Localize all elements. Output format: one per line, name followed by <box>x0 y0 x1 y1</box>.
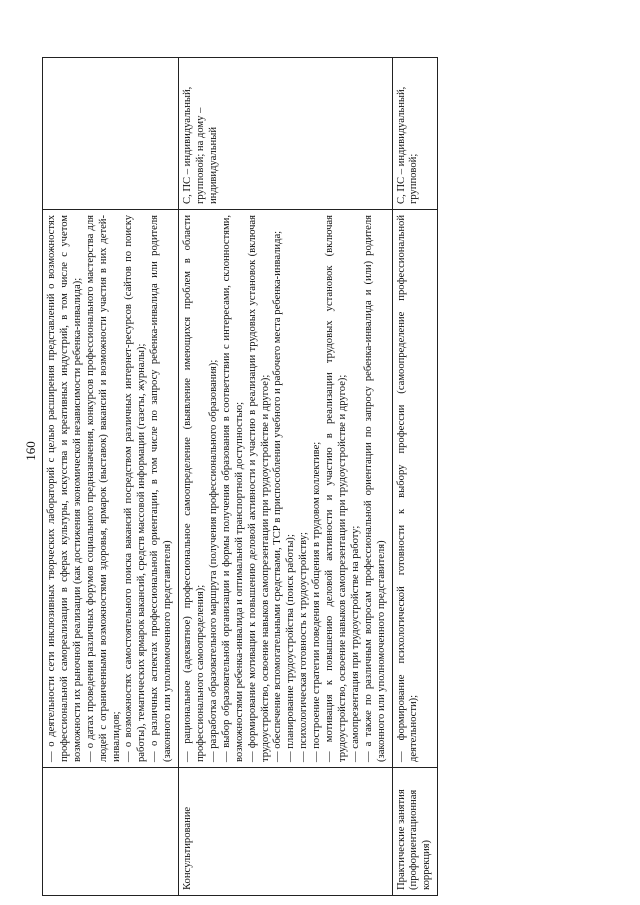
service-type-cell <box>43 768 179 896</box>
content-line: — рациональное (адекватное) профессиональное самоопределение (выявление имеющихся проблем в области профессионального самоопределения); <box>182 215 206 762</box>
form-cell: С, ПС – индивидуальный, групповой; <box>392 58 438 210</box>
content-line: — построение стратегии поведения и общения в трудовом коллективе; <box>311 441 323 762</box>
content-line: — планирование трудоустройства (поиск работы); <box>285 534 297 762</box>
rotated-page <box>42 58 640 890</box>
service-content-cell <box>43 210 179 768</box>
rotated-page-content <box>42 58 602 896</box>
service-type-cell: Практические занятия (профориентационная коррекция) <box>392 768 438 896</box>
content-line: — формирование мотивации к повышению деловой активности и участию в реализации трудовых установок (включая трудоустройство, освоение навыков самопрезентации при трудоустройстве и другое); <box>246 215 271 762</box>
content-line: — о различных аспектах профессиональной ориентации, в том числе по запросу ребенка-инвалида или родителя (законного или уполномоченного представителя) <box>149 215 174 762</box>
content-line: — обеспечение вспомогательными средствами, ТСР в приспособлении учебного и рабочего места ребенка-инвалида; <box>272 230 284 762</box>
content-line: — а также по различным вопросам профессиональной ориентации по запросу ребенка-инвалида и (или) родителя (законного или уполномоченного представителя) <box>362 215 387 762</box>
content-line: — о возможностях самостоятельного поиска вакансий посредством различных интернет-ресурсов (сайтов по поиску работы), тематических ярмарок вакансий, средств массовой информации (газеты, журналы); <box>123 215 148 762</box>
form-cell <box>43 58 179 210</box>
content-line: — разработка образовательного маршрута (получения профессионального образования); <box>207 359 219 762</box>
form-cell: С, ПС – индивидуальный, групповой; на дому – индивидуальный <box>179 58 393 210</box>
content-line: — о деятельности сети инклюзивных творческих лабораторий с целью расширения представлений о возможностях профессиональной самореализации в сферах культуры, искусства и креативных индустрий, в том числе с учетом возможности их рыночной реализации (как достижения экономической независимости ребенка-инвалида); <box>46 215 83 762</box>
table-row <box>392 58 438 896</box>
service-content-cell <box>392 210 438 768</box>
table-row <box>43 58 179 896</box>
content-line: — мотивация к повышению деловой активности и участию в реализации трудовых установок (включая трудоустройство, освоение навыков самопрезентации при трудоустройстве и другое); <box>324 215 348 762</box>
content-line: — психологическая готовность к трудоустройству; <box>298 532 310 762</box>
services-table <box>42 57 438 896</box>
content-line: — формирование психологической готовности к выбору профессии (самоопределение профессиональной деятельности); <box>395 215 420 762</box>
content-line: — выбор образовательной организации и формы получения образования в соответствии с интересами, склонностями, возможностями ребенка-инвалида и оптимальной транспортной доступностью; <box>220 215 245 762</box>
service-content-cell <box>179 210 393 768</box>
content-line: — о датах проведения различных форумов социального предназначения, конкурсов профессионального мастерства для людей с ограниченными возможностями здоровья, ярмарок (выставок) вакансий и возможности участия в них детей-инвалидов; <box>84 215 122 762</box>
service-type-cell: Консультирование <box>179 768 393 896</box>
content-line: — самопрезентация при трудоустройстве на работу; <box>349 525 361 762</box>
table-body <box>43 58 438 896</box>
page-number: 160 <box>23 441 38 461</box>
table-row <box>179 58 393 896</box>
